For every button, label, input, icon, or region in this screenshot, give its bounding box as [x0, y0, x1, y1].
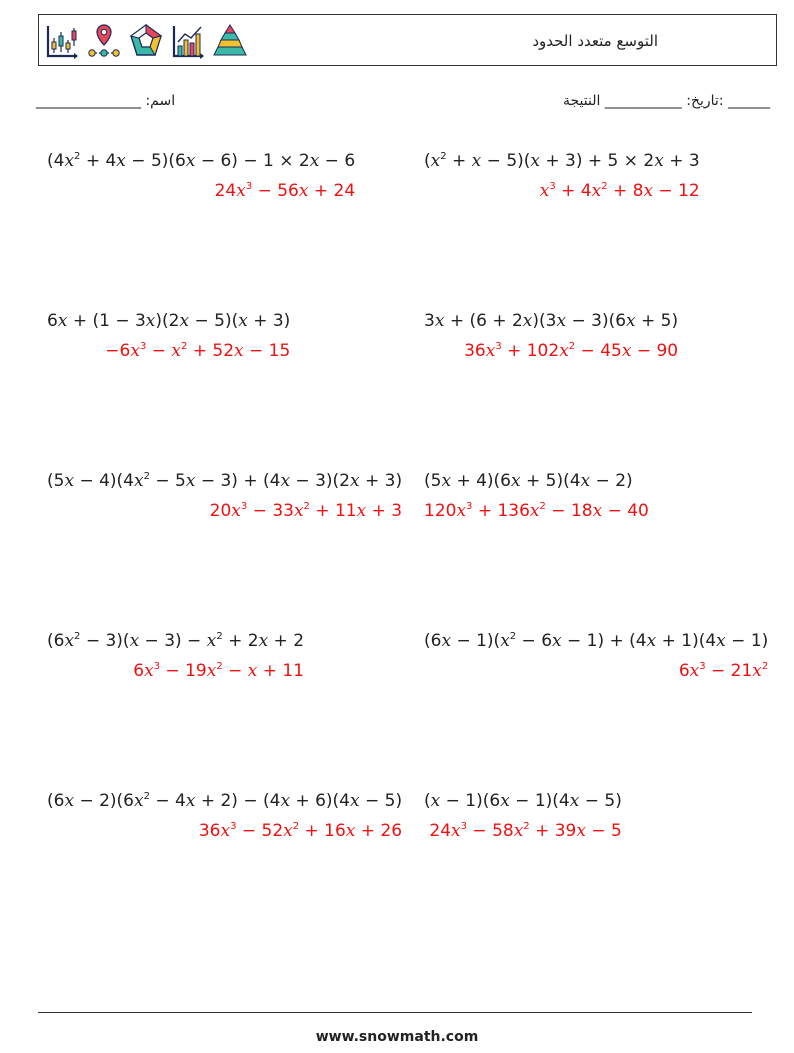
problem-5: [47, 471, 402, 521]
problem-expression: $(6x^2 - 3)(x - 3) - x^2 + 2x + 2$: [47, 631, 305, 651]
problem-1: [47, 151, 355, 201]
pyramid-chart-icon: [213, 22, 247, 60]
problem-expression: $(5x - 4)(4x^2 - 5x - 3) + (4x - 3)(2x + 3)$: [47, 471, 403, 491]
problem-answer: $24x^3 - 56x + 24$: [214, 181, 356, 201]
problem-answer: $x^3 + 4x^2 + 8x - 12$: [539, 181, 700, 201]
header-box: [38, 14, 777, 66]
problem-answer: $36x^3 + 102x^2 - 45x - 90$: [464, 341, 679, 361]
problem-expression: $(x^2 + x - 5)(x + 3) + 5 \times 2x + 3$: [424, 151, 700, 171]
location-pin-path-icon: [87, 22, 121, 60]
problem-8: [424, 631, 768, 681]
problem-7: [47, 631, 304, 681]
problem-expression: 6x + (1 − 3x)(2x − 5)(x + 3): [47, 311, 291, 331]
bar-line-chart-icon: [171, 22, 205, 60]
problem-answer: $36x^3 - 52x^2 + 16x + 26$: [198, 821, 403, 841]
problem-6: [424, 471, 649, 521]
header-icons: [45, 21, 247, 61]
problem-answer: $6x^3 - 21x^2$: [678, 661, 769, 681]
problem-answer: $120x^3 + 136x^2 - 18x - 40$: [424, 501, 649, 521]
problem-answer: $6x^3 - 19x^2 - x + 11$: [133, 661, 305, 681]
footer-divider: [38, 1012, 752, 1013]
worksheet-title: التوسع متعدد الحدود: [532, 32, 658, 50]
problem-answer: $20x^3 - 33x^2 + 11x + 3$: [209, 501, 403, 521]
problem-expression: $(6x - 1)(x^2 - 6x - 1) + (4x + 1)(4x - 1)$: [424, 631, 769, 651]
problem-10: [424, 791, 622, 841]
problem-expression: (5x + 4)(6x + 5)(4x − 2): [424, 471, 633, 491]
name-field: _______________ :اسم: [36, 93, 176, 109]
problem-expression: $(4x^2 + 4x - 5)(6x - 6) - 1 \times 2x - 6$: [47, 151, 356, 171]
pentagon-chart-icon: [129, 22, 163, 60]
problem-2: [424, 151, 700, 201]
problem-answer: $24x^3 - 58x^2 + 39x - 5$: [429, 821, 622, 841]
date-score-field: ______ :تاريخ: ___________ النتيجة: [562, 93, 770, 109]
problem-3: [47, 311, 290, 361]
problem-expression: $(6x - 2)(6x^2 - 4x + 2) - (4x + 6)(4x - 5)$: [47, 791, 403, 811]
problem-expression: (x − 1)(6x − 1)(4x − 5): [424, 791, 622, 811]
problem-expression: 3x + (6 + 2x)(3x − 3)(6x + 5): [424, 311, 679, 331]
candlestick-chart-icon: [45, 22, 79, 60]
problem-9: [47, 791, 402, 841]
problem-answer: $-6x^3 - x^2 + 52x - 15$: [105, 341, 291, 361]
problem-4: [424, 311, 678, 361]
footer-url: www.snowmath.com: [315, 1029, 479, 1045]
